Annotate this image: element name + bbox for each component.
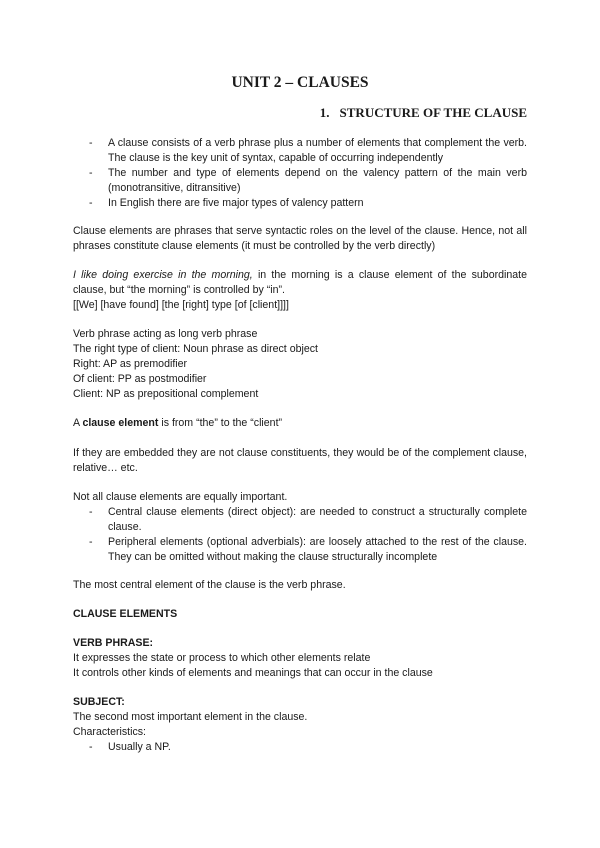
unit-title: UNIT 2 – CLAUSES <box>231 74 369 91</box>
analysis-line: Verb phrase acting as long verb phrase <box>73 328 258 340</box>
subject-heading: SUBJECT: <box>73 696 125 708</box>
example-sentence: I like doing exercise in the morning, <box>73 269 253 281</box>
dash-bullet: - <box>89 506 93 518</box>
intro-bullet-list <box>73 136 527 211</box>
subject-section <box>73 695 527 755</box>
paragraph-central: The most central element of the clause is the verb phrase. <box>73 579 346 591</box>
paragraph-not-all: Not all clause elements are equally important. <box>73 491 288 503</box>
section-title <box>320 105 527 121</box>
verb-phrase-heading: VERB PHRASE: <box>73 637 154 649</box>
paragraph-embedded: If they are embedded they are not clause constituents, they would be of the complement clause, relative… etc. <box>73 447 527 474</box>
analysis-line: Of client: PP as postmodifier <box>73 373 207 385</box>
dash-bullet: - <box>89 197 93 209</box>
bracketed-analysis: [[We] [have found] [the [right] type [of [client]]]] <box>73 299 289 311</box>
clause-element-definition: A clause element is from “the” to the “client” <box>73 417 283 429</box>
verb-phrase-line: It controls other kinds of elements and meanings that can occur in the clause <box>73 667 433 679</box>
list-item: - Central clause elements (direct object): are needed to construct a structurally complete clause. <box>89 506 527 533</box>
list-item: - Peripheral elements (optional adverbials): are loosely attached to the rest of the clause. They can be omitted without making the clause structurally incomplete <box>89 536 527 563</box>
list-item: - A clause consists of a verb phrase plus a number of elements that complement the verb. The clause is the key unit of syntax, capable of occurring independently <box>89 137 527 164</box>
analysis-line: Right: AP as premodifier <box>73 358 188 370</box>
dash-bullet: - <box>89 167 93 179</box>
example-paragraph: I like doing exercise in the morning, in the morning is a clause element of the subordinate clause, but “the morning” is controlled by “in”. <box>73 269 527 296</box>
analysis-line: The right type of client: Noun phrase as direct object <box>73 343 318 355</box>
section-title-text: STRUCTURE OF THE CLAUSE <box>339 105 527 120</box>
subject-line: The second most important element in the clause. <box>73 711 308 723</box>
dash-bullet: - <box>89 741 93 753</box>
verb-phrase-line: It expresses the state or process to which other elements relate <box>73 652 371 664</box>
importance-bullet-list <box>73 505 527 565</box>
analysis-lines <box>73 327 527 402</box>
section-number: 1. <box>319 105 330 120</box>
list-item: - Usually a NP. <box>89 741 171 753</box>
verb-phrase-section <box>73 636 527 681</box>
dash-bullet: - <box>89 137 93 149</box>
subject-line: Characteristics: <box>73 726 146 738</box>
bold-term: clause element <box>82 417 159 429</box>
paragraph-clause-elements: Clause elements are phrases that serve syntactic roles on the level of the clause. Hence, not all phrases constitute clause elements (it must be controlled by the verb directly) <box>73 225 527 252</box>
clause-elements-heading: CLAUSE ELEMENTS <box>73 608 178 620</box>
list-item: - In English there are five major types of valency pattern <box>89 197 364 209</box>
list-item: - The number and type of elements depend on the valency pattern of the main verb (monotransitive, ditransitive) <box>89 167 527 194</box>
dash-bullet: - <box>89 536 93 548</box>
analysis-line: Client: NP as prepositional complement <box>73 388 259 400</box>
